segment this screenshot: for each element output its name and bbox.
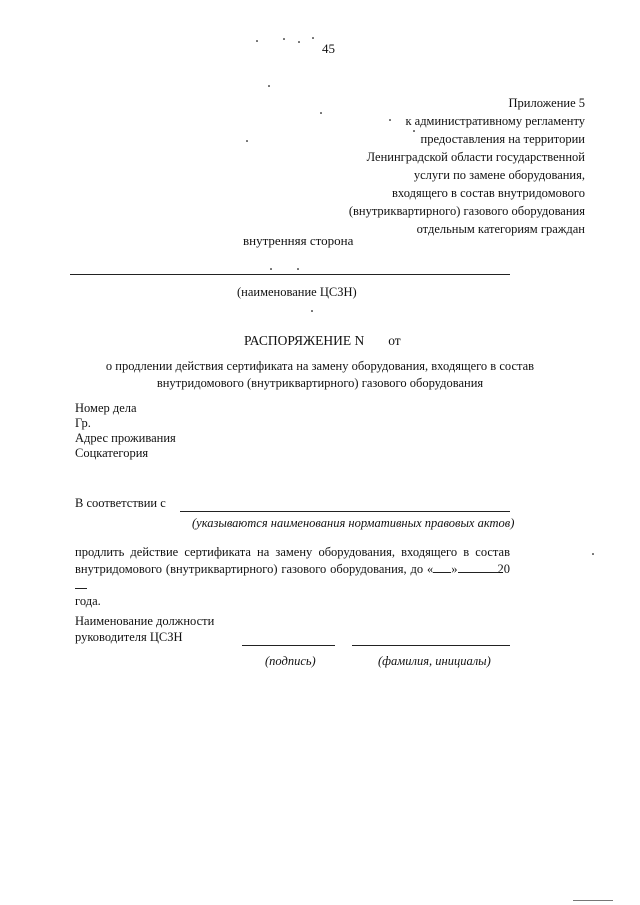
order-from-label: от <box>388 333 401 348</box>
year-prefix: 20 <box>497 561 510 576</box>
signature-line <box>242 645 335 646</box>
extend-line: продлить действие сертификата на замену оборудования, входящего в состав <box>75 545 510 559</box>
scan-speck <box>270 268 272 270</box>
scan-speck <box>311 310 313 312</box>
accordance-caption: (указываются наименования нормативных правовых актов) <box>192 516 515 530</box>
scan-speck <box>268 85 270 87</box>
year-blank <box>75 577 87 589</box>
position-line: руководителя ЦСЗН <box>75 630 183 644</box>
czsn-caption: (наименование ЦСЗН) <box>237 285 357 299</box>
appendix-line: Ленинградской области государственной <box>366 150 585 164</box>
position-title <box>75 613 214 645</box>
appendix-line: входящего в состав внутридомового <box>392 186 585 200</box>
extend-line-2 <box>75 561 510 594</box>
order-title <box>244 333 401 349</box>
name-caption: (фамилия, инициалы) <box>378 654 491 668</box>
day-blank <box>433 561 451 573</box>
scan-speck <box>413 130 415 132</box>
scan-speck <box>246 140 248 142</box>
accordance-label: В соответствии с <box>75 496 166 510</box>
scan-speck <box>297 268 299 270</box>
appendix-line: отдельным категориям граждан <box>416 222 585 236</box>
citizen-label: Гр. <box>75 416 91 430</box>
scan-speck <box>298 41 300 43</box>
subject-line: о продлении действия сертификата на замену оборудования, входящего в состав <box>105 359 535 373</box>
accordance-line <box>180 511 510 512</box>
appendix-line: (внутриквартирного) газового оборудования <box>348 204 585 218</box>
position-line: Наименование должности <box>75 614 215 628</box>
quote-close: » <box>451 561 458 576</box>
page-number: 45 <box>322 41 335 56</box>
order-title-text: РАСПОРЯЖЕНИЕ N <box>244 333 365 348</box>
scan-speck <box>389 119 391 121</box>
scan-speck <box>283 38 285 40</box>
signature-caption: (подпись) <box>265 654 316 668</box>
name-line <box>352 645 510 646</box>
subject-line: внутридомового (внутриквартирного) газового оборудования <box>156 376 484 390</box>
extend-line: года. <box>75 593 101 608</box>
case-number-label: Номер дела <box>75 401 137 415</box>
month-blank <box>458 561 498 573</box>
scan-speck <box>312 37 314 39</box>
address-label: Адрес проживания <box>75 431 176 445</box>
social-category-label: Соцкатегория <box>75 446 149 460</box>
appendix-line: Приложение 5 <box>508 96 585 110</box>
corner-mark <box>573 900 613 901</box>
extend-line-text: внутридомового (внутриквартирного) газового оборудования, до « <box>75 561 434 576</box>
appendix-line: услуги по замене оборудования, <box>413 168 585 182</box>
appendix-header <box>349 94 585 238</box>
czsn-name-line <box>70 274 510 275</box>
appendix-line: к административному регламенту <box>405 114 585 128</box>
side-label: внутренняя сторона <box>243 233 354 248</box>
extend-paragraph <box>75 545 510 609</box>
appendix-line: предоставления на территории <box>420 132 585 146</box>
scan-speck <box>256 40 258 42</box>
case-fields <box>75 401 176 461</box>
scan-speck <box>592 553 594 555</box>
order-subject <box>60 358 580 392</box>
scan-speck <box>320 112 322 114</box>
